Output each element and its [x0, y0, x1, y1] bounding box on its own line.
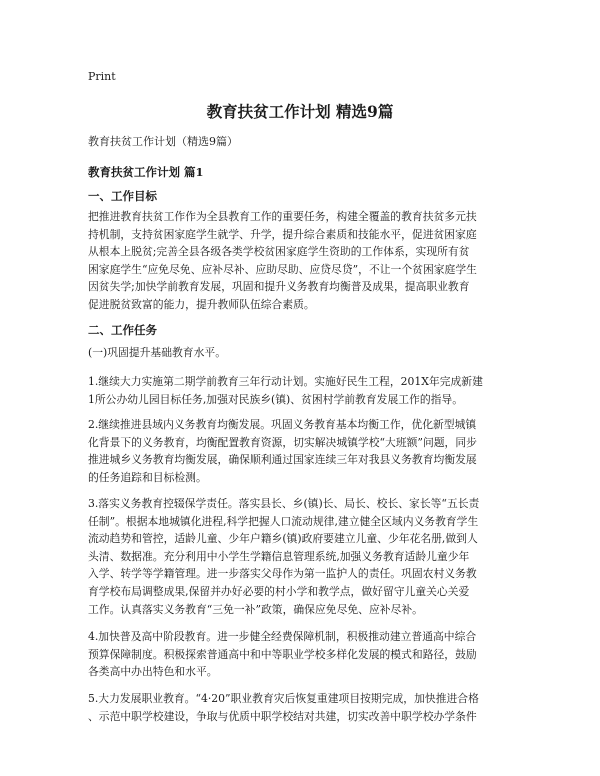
text-line: 3.落实义务教育控辍保学责任。落实县长、乡(镇)长、局长、校长、家长等“五长责 [88, 497, 480, 510]
text-line: 化背景下的义务教育，均衡配置教育资源，切实解决城镇学校“大班额”问题，同步 [88, 435, 477, 449]
text-line: 预算保障制度。积极探索普通高中和中等职业学校多样化发展的模式和路径，鼓励 [88, 647, 477, 661]
text-line: 困家庭学生“应免尽免、应补尽补、应助尽助、应贷尽贷”，不让一个贫困家庭学生 [88, 262, 477, 276]
print-link[interactable]: Print [88, 70, 116, 83]
section-heading: 教育扶贫工作计划 篇1 [88, 165, 204, 179]
text-line: 头清、数据准。充分利用中小学生学籍信息管理系统,加强义务教育适龄儿童少年 [88, 549, 470, 563]
text-line: 持机制，支持贫困家庭学生就学、升学，提升综合素质和技能水平，促进贫困家庭 [88, 227, 477, 241]
text-line: 推进城乡义务教育均衡发展，确保顺利通过国家连续三年对我县义务教育均衡发展 [88, 453, 477, 467]
text-line: 、示范中职学校建设，争取与优质中职学校结对共建，切实改善中职学校办学条件 [88, 709, 477, 723]
heading-work-goal: 一、工作目标 [88, 189, 157, 203]
text-line: 2.继续推进县域内义务教育均衡发展。巩固义务教育基本均衡工作，优化新型城镇 [88, 418, 477, 431]
text-line: 1所公办幼儿园目标任务,加强对民族乡(镇)、贫困村学前教育发展工作的指导。 [88, 392, 464, 406]
heading-work-tasks: 二、工作任务 [88, 323, 157, 337]
paragraph-item-2 [88, 416, 518, 486]
text-line: 入学、转学等学籍管理。进一步落实父母作为第一监护人的责任。巩固农村义务教 [88, 567, 477, 581]
paragraph-work-goal [88, 208, 518, 314]
text-line: 各类高中办出特色和水平。 [88, 665, 218, 679]
paragraph-item-1 [88, 373, 518, 408]
page-title: 教育扶贫工作计划 精选9篇 [206, 102, 394, 121]
text-line: 育学校布局调整成果,保留并办好必要的村小学和教学点，做好留守儿童关心关爱 [88, 584, 470, 598]
paragraph-item-4 [88, 628, 518, 681]
text-line: 把推进教育扶贫工作作为全县教育工作的重要任务，构建全覆盖的教育扶贫多元扶 [88, 210, 477, 223]
text-line: 促进脱贫致富的能力，提升教师队伍综合素质。 [88, 297, 315, 311]
text-line: 任制”。根据本地城镇化进程,科学把握人口流动规律,建立健全区域内义务教育学生 [88, 514, 479, 528]
subheading-basic-education [88, 344, 518, 362]
text-line: 流动趋势和管控，适龄儿童、少年户籍乡(镇)政府要建立儿童、少年花名册,做到人 [88, 532, 478, 546]
text-line: 从根本上脱贫;完善全县各级各类学校贫困家庭学生资助的工作体系，实现所有贫 [88, 245, 470, 259]
document-subtitle: 教育扶贫工作计划（精选9篇） [88, 135, 238, 148]
text-line: 5.大力发展职业教育。“4·20”职业教育灾后恢复重建项目按期完成，加快推进合格 [88, 692, 479, 705]
text-line: 的任务追踪和目标检测。 [88, 470, 207, 484]
text-line: 4.加快普及高中阶段教育。进一步健全经费保障机制，积极推动建立普通高中综合 [88, 630, 477, 643]
text-line: (一)巩固提升基础教育水平。 [88, 346, 226, 359]
paragraph-item-3 [88, 495, 518, 618]
paragraph-item-5 [88, 690, 518, 725]
text-line: 1.继续大力实施第二期学前教育三年行动计划。实施好民生工程，201X年完成新建 [88, 375, 483, 388]
text-line: 因贫失学;加快学前教育发展，巩固和提升义务教育均衡普及成果，提高职业教育 [88, 280, 470, 294]
text-line: 工作。认真落实义务教育“三免一补”政策，确保应免尽免、应补尽补。 [88, 602, 423, 616]
